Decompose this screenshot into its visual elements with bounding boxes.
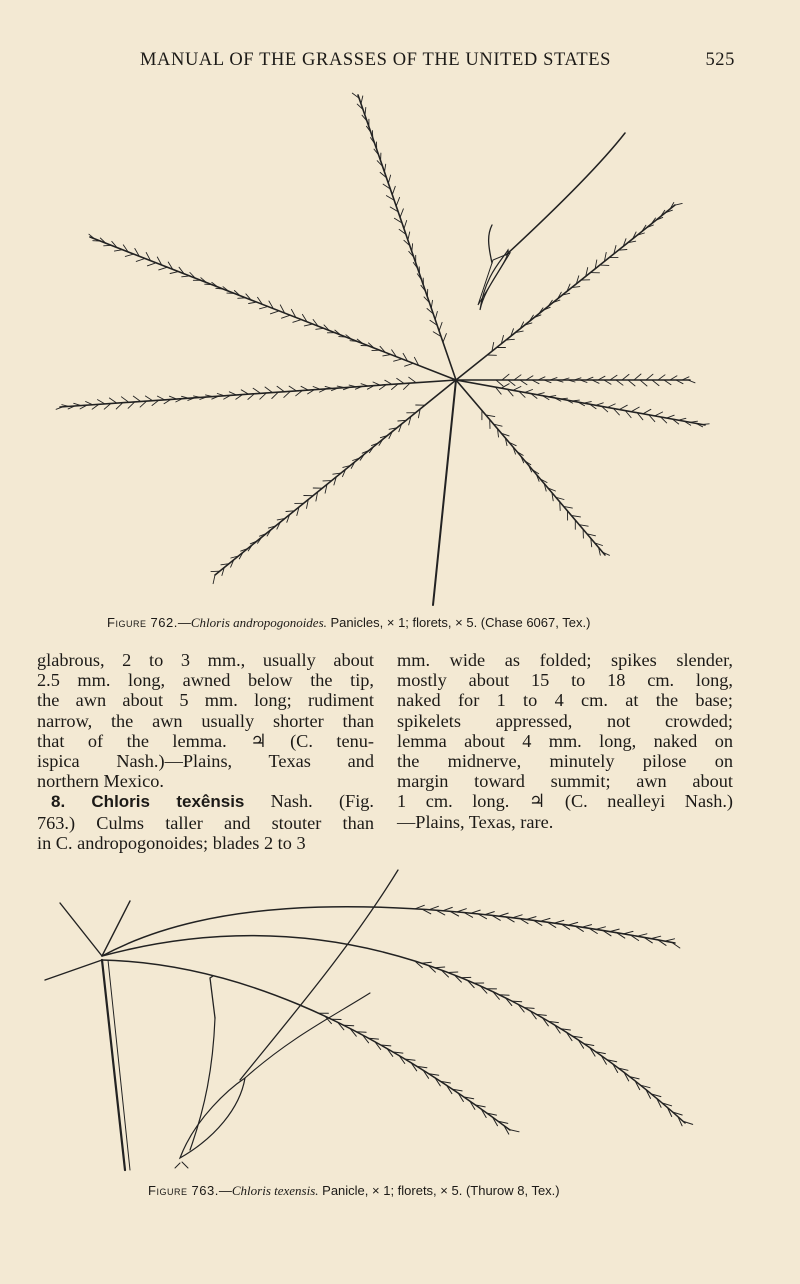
text-line: 2.5 mm. long, awned below the tip, xyxy=(37,670,374,691)
species-name: Chloris texênsis xyxy=(91,792,245,812)
text-line: the awn about 5 mm. long; rudiment xyxy=(37,690,374,711)
text-line: narrow, the awn usually shorter than xyxy=(37,710,374,731)
species-number: 8. xyxy=(51,792,66,812)
figure-762-caption: Figure 762.—Chloris andropogonoides. Panicles, × 1; florets, × 5. (Chase 6067, Tex.) xyxy=(107,615,591,630)
text-line: lemma about 4 mm. long, naked on xyxy=(397,730,733,751)
left-column-text xyxy=(37,650,374,853)
text-line: mostly about 15 to 18 cm. long, xyxy=(397,670,733,691)
page-number: 525 xyxy=(705,50,735,70)
text-line: —Plains, Texas, rare. xyxy=(397,811,554,832)
text-line: that of the lemma. ♃ (C. tenu- xyxy=(37,730,374,751)
text-line: spikelets appressed, not crowded; xyxy=(397,710,733,731)
species-heading-line xyxy=(37,791,374,812)
text-line: 763.) Culms taller and stouter than xyxy=(37,812,374,833)
text-line: naked for 1 to 4 cm. at the base; xyxy=(397,690,733,711)
figure-763-caption: Figure 763.—Chloris texensis. Panicle, × 1; florets, × 5. (Thurow 8, Tex.) xyxy=(148,1183,560,1198)
species-author: Nash. (Fig. xyxy=(244,791,375,812)
figure-763-illustration xyxy=(30,868,720,1180)
text-line: the midnerve, minutely pilose on xyxy=(397,751,733,772)
text-line: 1 cm. long. ♃ (C. nealleyi Nash.) xyxy=(397,791,733,812)
text-line: in C. andropogonoides; blades 2 to 3 xyxy=(37,832,306,853)
text-line: ispica Nash.)—Plains, Texas and xyxy=(37,751,374,772)
running-title: MANUAL OF THE GRASSES OF THE UNITED STATES xyxy=(140,50,612,70)
text-line: glabrous, 2 to 3 mm., usually about xyxy=(37,650,374,670)
right-column-text xyxy=(397,650,733,832)
figure-762-illustration xyxy=(40,85,760,610)
text-line: northern Mexico. xyxy=(37,771,164,792)
text-line: mm. wide as folded; spikes slender, xyxy=(397,650,733,670)
text-line: margin toward summit; awn about xyxy=(397,771,733,792)
